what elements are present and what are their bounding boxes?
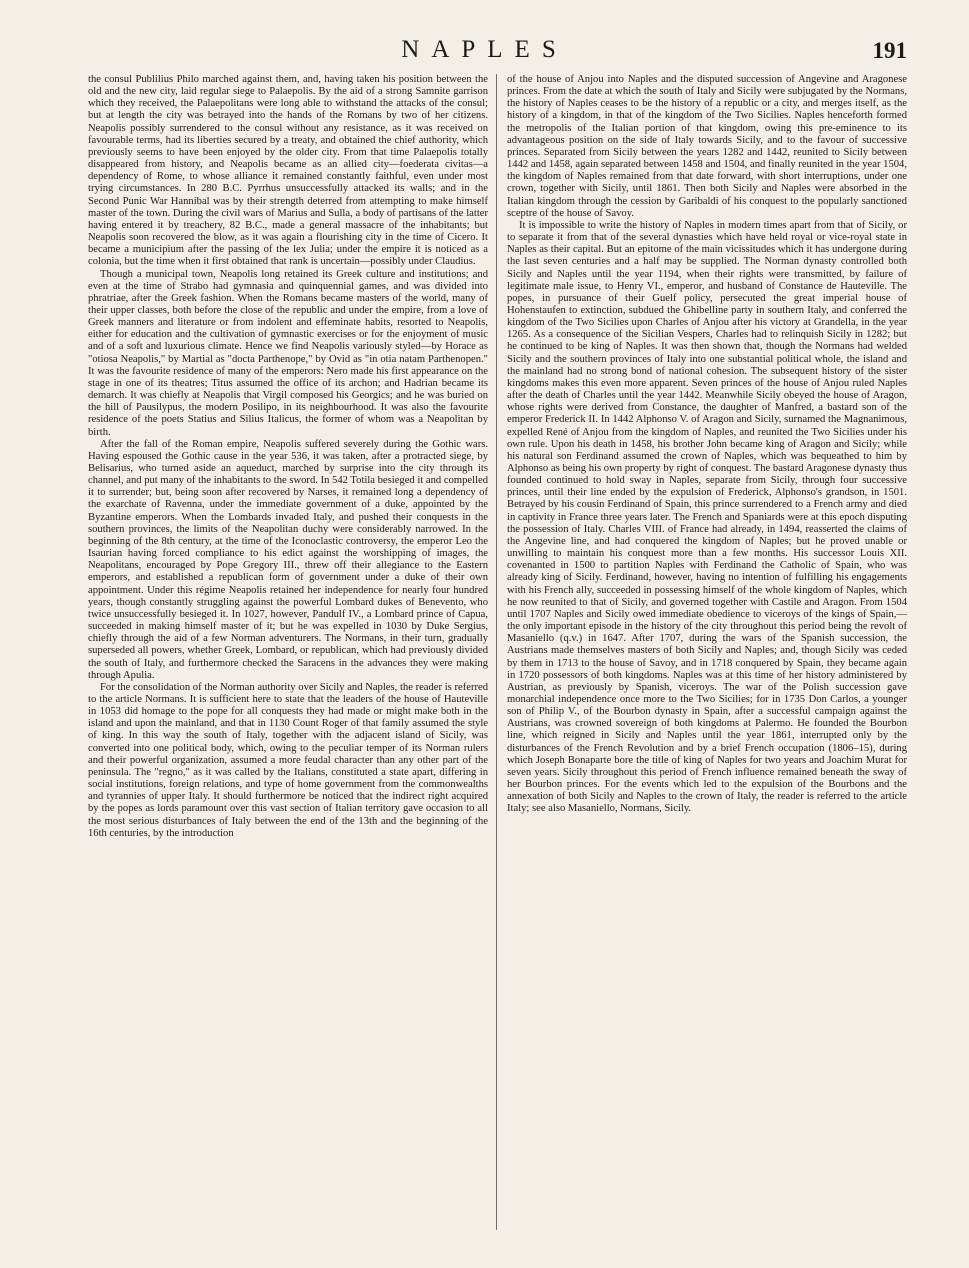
page-number: 191: [872, 38, 907, 63]
running-title: NAPLES: [401, 36, 568, 63]
paragraph: Though a municipal town, Neapolis long retained its Greek culture and institutions; and even at the time of Strabo had gymnasia and quinquennial games, and was divided into phratriae, after the Greek fashion. When the Romans became masters of the world, many of their upper classes, both before the close of the republic and under the empire, from a love of Greek manners and literature or from indolent and effeminate habits, resorted to Neapolis, either for education and the cultivation of gymnastic exercises or for the enjoyment of music and of a soft and luxurious climate. Hence we find Neapolis variously styled—by Horace as "otiosa Neapolis," by Martial as "docta Parthenope," by Ovid as "in otia natam Parthenopen." It was the favourite residence of many of the emperors: Nero made his first appearance on the stage in one of its theatres; Titus assumed the office of its archon; and Hadrian became its demarch. It was chiefly at Neapolis that Virgil composed his Georgics; and he was buried on the hill of Pausilypus, the modern Posilipo, in its neighbourhood. It was also the favourite residence of the poets Statius and Silius Italicus, the former of whom was a Neapolitan by birth.: [88, 268, 488, 438]
paragraph: It is impossible to write the history of Naples in modern times apart from that of Sicily, or to separate it from that of the several dynasties which have held royal or vice-royal state in Naples as their capital. But an epitome of the main vicissitudes which it has undergone during the last seven centuries and a half may be supplied. The Norman dynasty controlled both Sicily and Naples until the year 1194, when their rights were transmitted, by failure of legitimate male issue, to Henry VI., emperor, and husband of Constance de Hauteville. The popes, in pursuance of their Guelf policy, persecuted the great imperial house of Hohenstaufen to extinction, subdued the Ghibelline party in southern Italy, and conferred the kingdom of the Two Sicilies upon Charles of Anjou after his victory at Grandella, in the year 1265. As a consequence of the Sicilian Vespers, Charles had to relinquish Sicily in 1282; but he continued to be king of Naples. It was then shown that, though the Normans had welded Sicily and the southern provinces of Italy into one substantial political whole, the island and the mainland had no strong bond of national cohesion. The subsequent history of the sister kingdoms makes this even more apparent. Seven princes of the house of Anjou ruled Naples after the death of Charles until the year 1442. Meanwhile Sicily obeyed the house of Aragon, whose rights were derived from Constance, the daughter of Manfred, a bastard son of the emperor Frederick II. In 1442 Alphonso V. of Aragon and Sicily, surnamed the Magnanimous, expelled René of Anjou from the kingdom of Naples, and reunited the Two Sicilies under his own rule. Upon his death in 1458, his brother John became king of Aragon and Sicily; while his natural son Ferdinand assumed the crown of Naples, which was bequeathed to him by Alphonso as being his own property by right of conquest. The bastard Aragonese dynasty thus founded continued to hold sway in Naples, separate from Sicily, through four successive princes, until their line ended by the expulsion of Frederick, Alphonso's grandson, in 1501. Betrayed by his cousin Ferdinand of Spain, this prince surrendered to a French army and died in captivity in France three years later. The French and Spaniards were at this epoch disputing the possession of Italy. Charles VIII. of France had already, in 1494, reasserted the claims of the Angevine line, and had conquered the kingdom of Naples; but he proved unable or unwilling to maintain his conquest more than a few months. His successor Louis XII. covenanted in 1500 to partition Naples with Ferdinand the Catholic of Spain, who was already king of Sicily. Ferdinand, however, having no intention of fulfilling his engagements with his French ally, succeeded in possessing himself of the whole kingdom of Naples, which he now reunited to that of Sicily, and governed together with Castile and Aragon. From 1504 until 1707 Naples and Sicily owed immediate obedience to viceroys of the kings of Spain,—the only important episode in the history of the city throughout this period being the revolt of Masaniello (q.v.) in 1647. After 1707, during the wars of the Spanish succession, the Austrians made themselves masters of both Sicily and Naples; and, though Sicily was ceded by them in 1713 to the house of Savoy, and in 1718 conquered by Spain, they became again in 1720 possessors of both kingdoms. Naples was at this time of her history administered by Austrian, as previously by Spanish, viceroys. The war of the Polish succession gave monarchial independence once more to the Two Sicilies; for in 1735 Don Carlos, a younger son of Philip V., of the Bourbon dynasty in Spain, after a successful campaign against the Austrians, was crowned sovereign of both kingdoms at Palermo. He founded the Bourbon line, which reigned in Sicily and Naples until the year 1861, interrupted only by the disturbances of the French Revolution and by a brief French occupation (1806–15), during which Joseph Bonaparte bore the title of king of Naples for two years and Joachim Murat for seven years. Sicily throughout this period of French influence remained beneath the sway of her Bourbon princes. For the events which led to the expulsion of the Bourbons and the annexation of both Sicily and Naples to the crown of Italy, the reader is referred to the article Italy; see also Masaniello, Normans, Sicily.: [507, 219, 907, 815]
column-divider: [496, 74, 497, 1230]
paragraph: For the consolidation of the Norman authority over Sicily and Naples, the reader is referred to the article Normans. It is sufficient here to state that the leaders of the house of Hauteville in 1053 did homage to the pope for all conquests they had made or might make both in the island and upon the mainland, and that in 1130 Count Roger of that family assumed the style of king. In this way the south of Italy, together with the adjacent island of Sicily, was converted into one political body, which, owing to the peculiar temper of its Norman rulers and their powerful organization, assumed a more feudal character than any other part of the peninsula. The "regno," as it was called by the Italians, constituted a state apart, differing in social institutions, foreign relations, and type of home government from the commonwealths and tyrannies of upper Italy. It should furthermore be noticed that the indirect right acquired by the popes as lords paramount over this vast section of Italian territory gave occasion to all the most serious disturbances of Italy between the end of the 13th and the beginning of the 16th centuries, by the introduction: [88, 681, 488, 839]
paragraph: of the house of Anjou into Naples and the disputed succession of Angevine and Aragonese princes. From the date at which the south of Italy and Sicily were subjugated by the Normans, the history of Naples ceases to be the history of a republic or a city, and merges itself, as the history of a kingdom, in that of the kingdom of the Two Sicilies. Naples henceforth formed the metropolis of the Italian portion of that kingdom, owing this pre-eminence to its advantageous position on the side of Italy towards Sicily, and to the favour of successive princes. Separated from Sicily between the years 1282 and 1442, reunited to Sicily between 1442 and 1458, again separated between 1458 and 1504, and finally reunited in the year 1504, the kingdom of Naples remained from that date forward, with short interruptions, under one crown, together with Sicily, until 1861. Then both Sicily and Naples were absorbed in the Italian kingdom through the cession by Garibaldi of his conquest to the popularly sanctioned sceptre of the house of Savoy.: [507, 74, 907, 219]
left-column: [88, 74, 488, 1234]
right-column: [507, 74, 907, 1234]
paragraph: the consul Publilius Philo marched against them, and, having taken his position between the old and the new city, laid regular siege to Palaepolis. By the aid of a strong Samnite garrison which they received, the Palaepolitans were long able to withstand the attacks of the consul; but at length the city was betrayed into the hands of the Romans by two of her citizens. Neapolis possibly surrendered to the consul without any resistance, as it was received on favourable terms, had its liberties secured by a treaty, and obtained the chief authority, which previously seems to have been enjoyed by the older city. From that time Palaepolis totally disappeared from history, and Neapolis became as an allied city—foederata civitas—a dependency of Rome, to whose alliance it remained constantly faithful, even under most trying circumstances. In 280 B.C. Pyrrhus unsuccessfully attacked its walls; and in the Second Punic War Hannibal was by their strength deterred from attempting to make himself master of the town. During the civil wars of Marius and Sulla, a body of partisans of the latter having entered it by treachery, 82 B.C., made a general massacre of the inhabitants; but Neapolis soon recovered the blow, as it was again a flourishing city in the time of Cicero. It became a municipium after the passing of the lex Julia; under the empire it is noticed as a colonia, but the time when it first obtained that rank is uncertain—possibly under Claudius.: [88, 74, 488, 268]
paragraph: After the fall of the Roman empire, Neapolis suffered severely during the Gothic wars. Having espoused the Gothic cause in the year 536, it was taken, after a protracted siege, by Belisarius, who turned aside an aqueduct, marched by surprise into the city through its channel, and put many of the inhabitants to the sword. In 542 Totila besieged it and compelled it to surrender; but, being soon after recovered by Narses, it remained long a dependency of the exarchate of Ravenna, under the immediate government of a duke, appointed by the Byzantine emperors. When the Lombards invaded Italy, and pushed their conquests in the southern provinces, the limits of the Neapolitan duchy were considerably narrowed. In the beginning of the 8th century, at the time of the Iconoclastic controversy, the emperor Leo the Isaurian having forced compliance to his edict against the worshipping of images, the Neapolitans, encouraged by Pope Gregory III., threw off their allegiance to the Eastern emperors, and established a republican form of government under a duke of their own appointment. Under this régime Neapolis retained her independence for nearly four hundred years, though constantly struggling against the powerful Lombard dukes of Benevento, who twice unsuccessfully besieged it. In 1027, however, Pandulf IV., a Lombard prince of Capua, succeeded in making himself master of it; but he was expelled in 1030 by Duke Sergius, chiefly through the aid of a few Norman adventurers. The Normans, in their turn, gradually superseded all powers, whether Greek, Lombard, or republican, which had previously divided the south of Italy, and furthermore checked the Saracens in the advances they were making through Apulia.: [88, 438, 488, 681]
